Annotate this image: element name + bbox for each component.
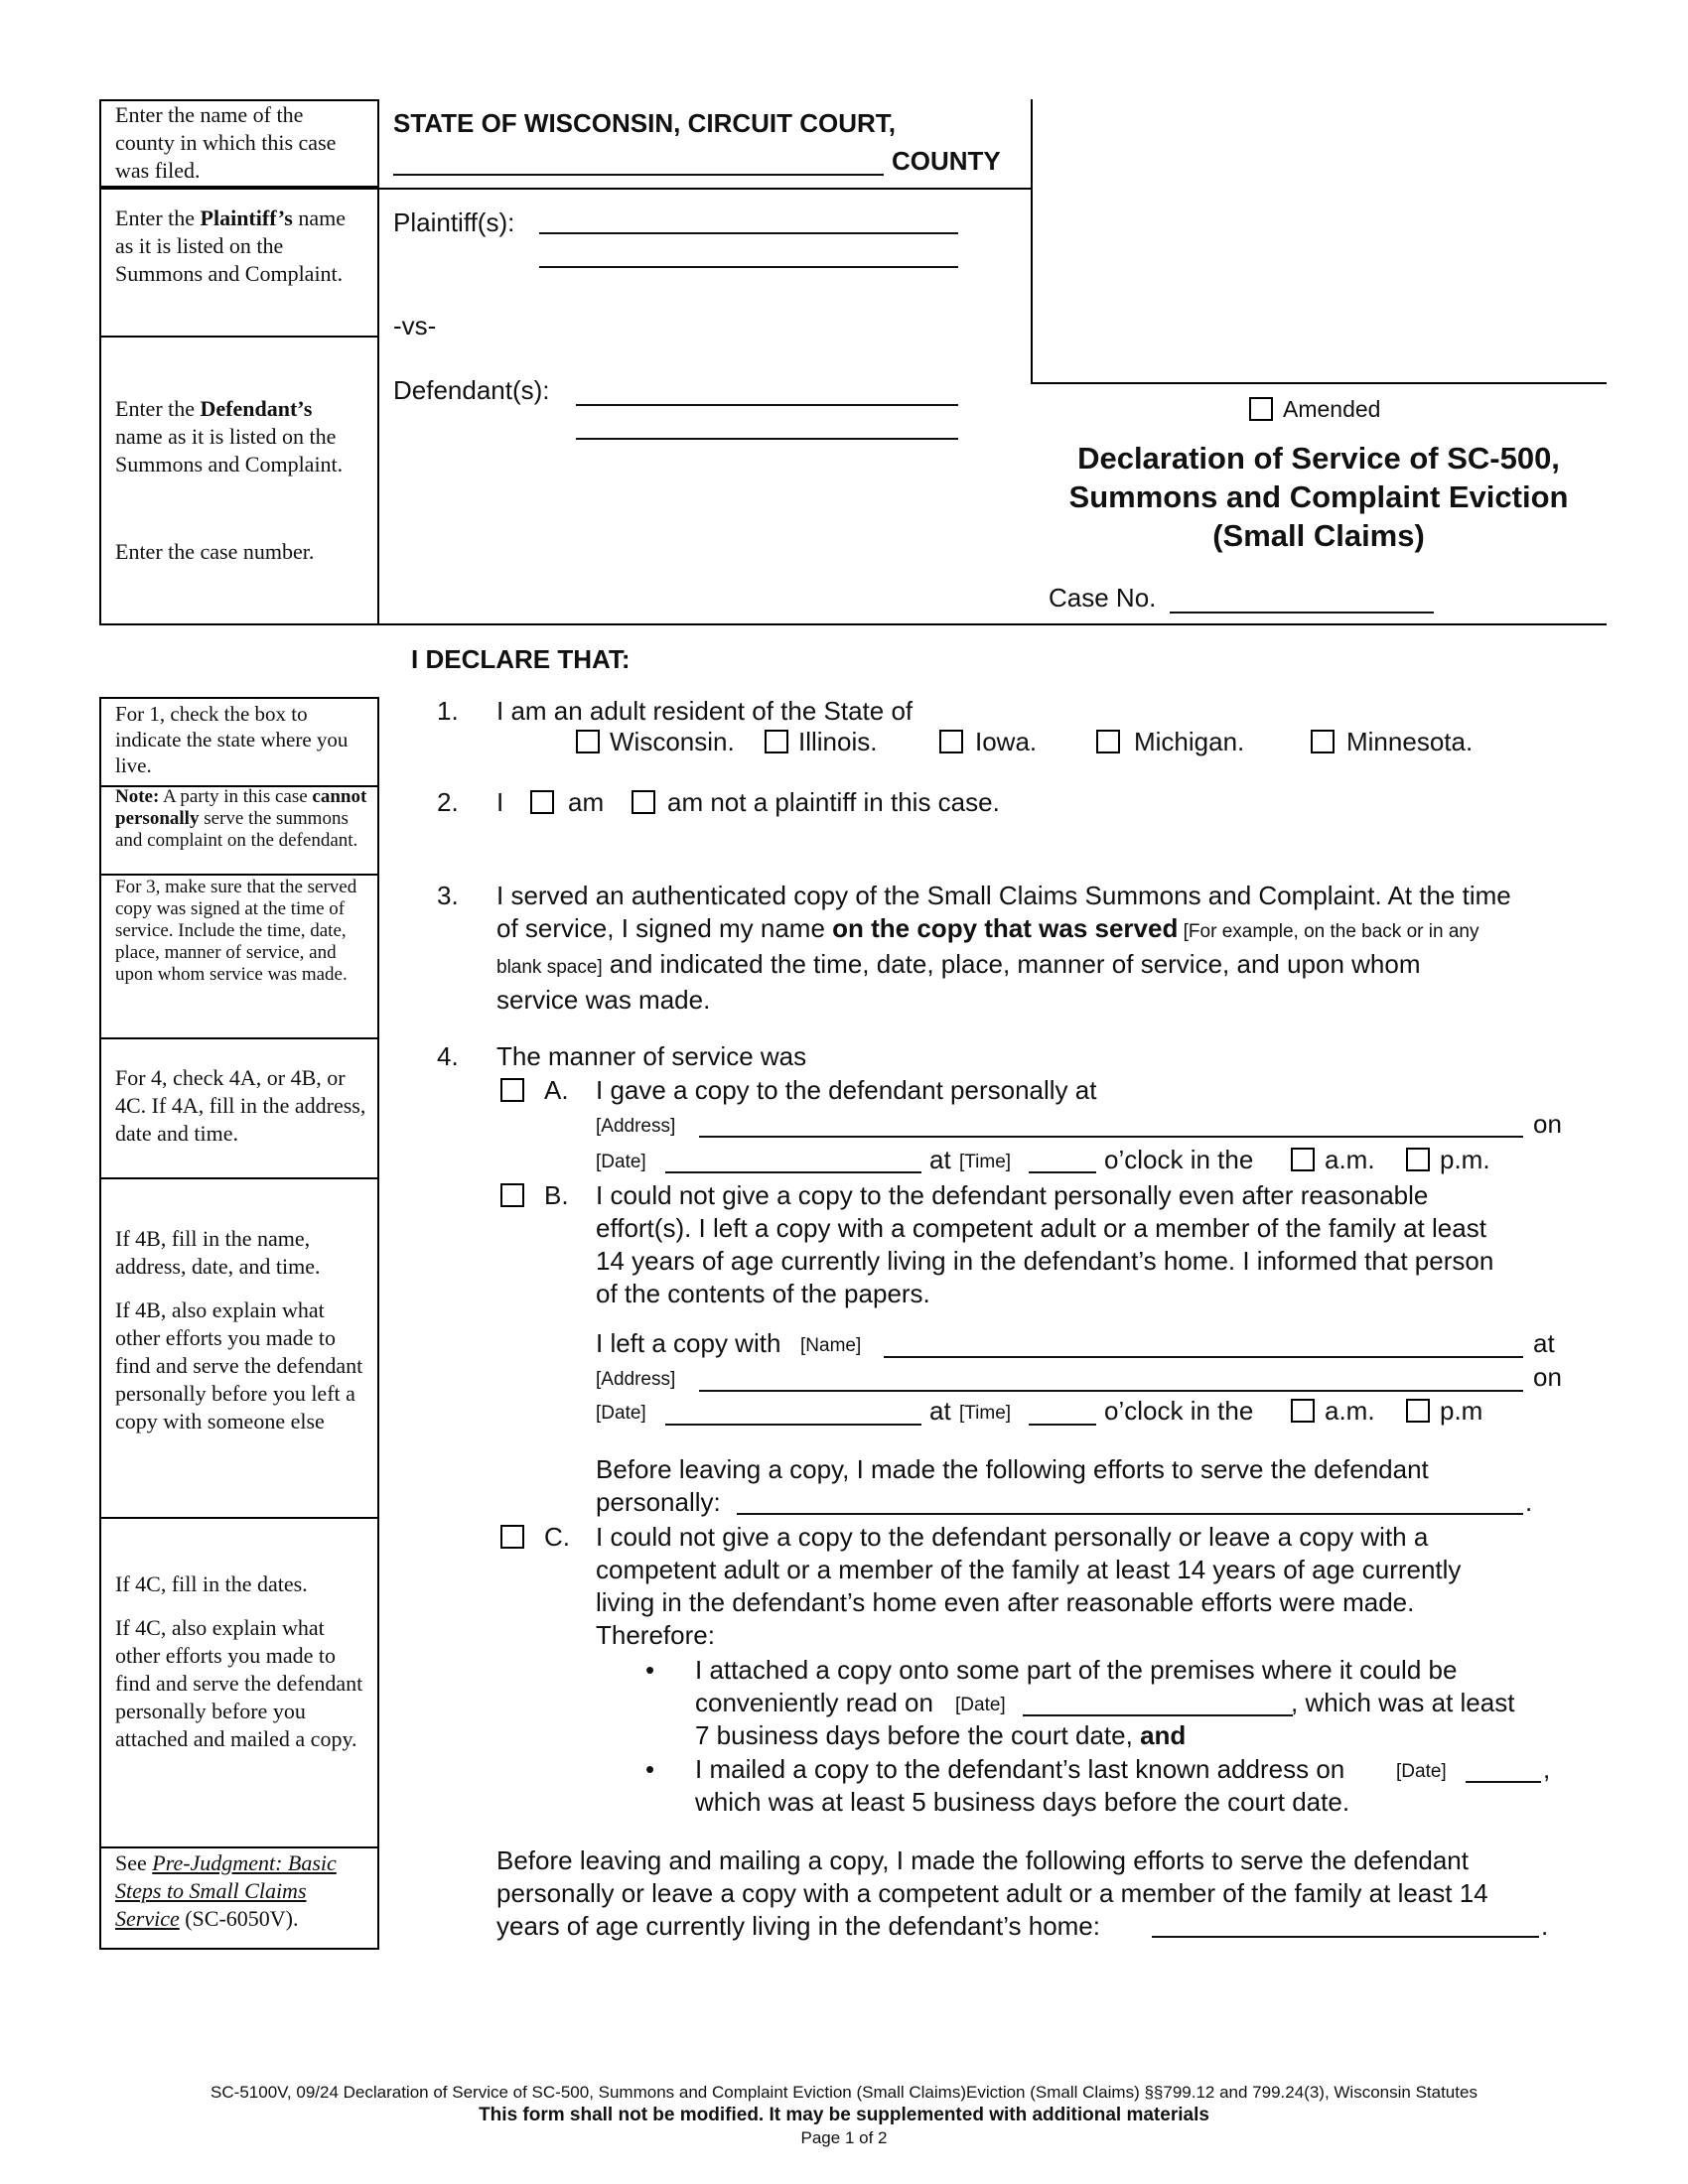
- see-reference: [115, 1849, 373, 1933]
- a-at-label: at: [929, 1145, 951, 1174]
- b-at-label: at: [1533, 1328, 1555, 1358]
- b-date-line[interactable]: [665, 1424, 921, 1426]
- bullet-2-comma: ,: [1543, 1754, 1551, 1784]
- note-2: [115, 786, 373, 852]
- footer-form-id: SC-5100V, 09/24 Declaration of Service of SC-500, Summons and Complaint Eviction (Small Claims)Eviction (Small Claims) §§799.12 and 799.24(3), Wisconsin Statutes: [211, 2083, 1477, 2102]
- item-2-number: 2.: [437, 787, 459, 817]
- case-no-input-line[interactable]: [1170, 612, 1434, 614]
- bullet-1-line-3: [695, 1719, 1186, 1752]
- defendant-note-pre: Enter the: [115, 396, 201, 421]
- b-name-line[interactable]: [884, 1356, 1523, 1358]
- note-4: For 4, check 4A, or 4B, or 4C. If 4A, fill in the address, date and time.: [115, 1065, 366, 1146]
- item-2-i: I: [496, 787, 504, 817]
- court-line: STATE OF WISCONSIN, CIRCUIT COURT,: [393, 108, 897, 138]
- b-pm-checkbox[interactable]: [1406, 1399, 1430, 1423]
- b-line-1: I could not give a copy to the defendant personally even after reasonable: [596, 1180, 1429, 1210]
- state-minnesota-label: Minnesota.: [1346, 727, 1474, 756]
- county-label: COUNTY: [892, 146, 1001, 176]
- note-2-bold-2: cannot personally: [115, 786, 367, 829]
- state-illinois-label: Illinois.: [798, 727, 878, 756]
- b-date-label: [Date]: [596, 1403, 646, 1424]
- divider: [99, 1846, 379, 1848]
- divider: [99, 188, 1031, 190]
- note-2-text: A party in this case: [159, 786, 313, 807]
- item-3-line-2: [496, 912, 1609, 948]
- state-minnesota-checkbox[interactable]: [1311, 730, 1335, 753]
- defendant-label: Defendant(s):: [393, 375, 550, 405]
- vs-label: -vs-: [393, 311, 437, 341]
- page-number: Page 1 of 2: [800, 2128, 888, 2147]
- a-time-label: [Time]: [959, 1152, 1012, 1172]
- amended-checkbox[interactable]: [1249, 397, 1273, 421]
- bullet-1-line-2-a: conveniently read on: [695, 1688, 933, 1717]
- form-title-line-2: Summons and Complaint Eviction: [1068, 479, 1569, 514]
- note-3: For 3, make sure that the served copy was signed at the time of service. Include the time, date, place, manner of service, and upon whom service was made.: [115, 877, 357, 985]
- state-illinois-checkbox[interactable]: [765, 730, 788, 753]
- bullet-1-and: and: [1140, 1720, 1187, 1750]
- c-line-3: living in the defendant’s home even after reasonable efforts were made.: [596, 1587, 1415, 1617]
- a-am-checkbox[interactable]: [1291, 1148, 1315, 1171]
- item-3-line-2-bold: on the copy that was served: [832, 913, 1179, 943]
- bullet-2-line-1: I mailed a copy to the defendant’s last known address on: [695, 1754, 1345, 1784]
- note-1: For 1, check the box to indicate the state where you live.: [115, 702, 349, 777]
- b-am-checkbox[interactable]: [1291, 1399, 1315, 1423]
- plaintiff-note: [115, 205, 353, 288]
- item-3-line-4: service was made.: [496, 985, 711, 1015]
- option-a-text: I gave a copy to the defendant personally at: [596, 1075, 1097, 1105]
- item-3-line-3-small: blank space]: [496, 957, 603, 978]
- defendant-input-line-1[interactable]: [576, 404, 958, 406]
- defendant-note-post: name as it is listed on the Summons and Complaint.: [115, 424, 344, 477]
- divider: [99, 1177, 379, 1179]
- bullet-2-date-line[interactable]: [1466, 1781, 1541, 1783]
- item-3-line-2-a: of service, I signed my name: [496, 913, 833, 943]
- footer-notice: This form shall not be modified. It may be supplemented with additional materials: [479, 2105, 1209, 2125]
- defendant-input-line-2[interactable]: [576, 438, 958, 440]
- amended-label: Amended: [1283, 396, 1381, 422]
- final-period: .: [1541, 1911, 1549, 1941]
- am-label: am: [568, 787, 605, 817]
- note-4c-2: If 4C, also explain what other efforts you made to find and serve the defendant personally before you attached and mailed a copy.: [115, 1615, 363, 1751]
- option-c-label: C.: [544, 1522, 570, 1552]
- b-time-label: [Time]: [959, 1403, 1012, 1424]
- form-title-line-1: Declaration of Service of SC-500,: [1077, 441, 1560, 476]
- option-c-checkbox[interactable]: [500, 1525, 524, 1549]
- see-pre: See: [115, 1850, 153, 1875]
- plaintiff-note-pre: Enter the: [115, 205, 201, 230]
- final-efforts-line[interactable]: [1152, 1936, 1539, 1938]
- item-3-line-1: I served an authenticated copy of the Small Claims Summons and Complaint. At the time: [496, 881, 1511, 910]
- bullet-2-date-label: [Date]: [1396, 1761, 1447, 1782]
- b-line-4: of the contents of the papers.: [596, 1279, 930, 1308]
- b-name-label: [Name]: [800, 1335, 862, 1356]
- case-no-label: Case No.: [1049, 583, 1157, 613]
- bullet-1-line-1: I attached a copy onto some part of the premises where it could be: [695, 1655, 1458, 1685]
- case-number-note: Enter the case number.: [115, 539, 315, 564]
- option-b-checkbox[interactable]: [500, 1183, 524, 1207]
- divider: [99, 874, 379, 876]
- bullet-1-line-2-b: , which was at least: [1291, 1688, 1515, 1717]
- item-4-text: The manner of service was: [496, 1041, 807, 1071]
- final-line-3: years of age currently living in the defendant’s home:: [496, 1911, 1100, 1941]
- item-3-number: 3.: [437, 881, 459, 910]
- b-at-time-label: at: [929, 1396, 951, 1426]
- note-4c-1: If 4C, fill in the dates.: [115, 1571, 308, 1596]
- item-1-text: I am an adult resident of the State of: [496, 696, 914, 726]
- note-2-bold: Note:: [115, 786, 160, 807]
- a-date-label: [Date]: [596, 1152, 646, 1172]
- b-line-3: 14 years of age currently living in the defendant’s home. I informed that person: [596, 1246, 1494, 1276]
- a-date-line[interactable]: [665, 1171, 921, 1173]
- note-4b-1: If 4B, fill in the name, address, date, and time.: [115, 1226, 321, 1279]
- see-post: (SC-6050V).: [179, 1906, 299, 1931]
- state-iowa-label: Iowa.: [975, 727, 1038, 756]
- b-pm-label: p.m: [1440, 1396, 1483, 1426]
- note-2-text-2: serve the summons and complaint on the defendant.: [115, 808, 358, 851]
- plaintiff-input-line-2[interactable]: [539, 266, 958, 268]
- divider: [377, 623, 1607, 625]
- item-4-number: 4.: [437, 1041, 459, 1071]
- bullet-1-date-line[interactable]: [1023, 1714, 1293, 1716]
- b-address-label: [Address]: [596, 1369, 676, 1390]
- option-b-label: B.: [544, 1180, 569, 1210]
- am-not-plaintiff-checkbox[interactable]: [632, 790, 655, 814]
- b-am-label: a.m.: [1325, 1396, 1375, 1426]
- bullet-1-date-label: [Date]: [955, 1695, 1006, 1715]
- item-1-number: 1.: [437, 696, 459, 726]
- am-plaintiff-checkbox[interactable]: [530, 790, 554, 814]
- a-on-label: on: [1533, 1109, 1562, 1139]
- option-a-checkbox[interactable]: [500, 1078, 524, 1102]
- plaintiff-note-post: name as it is listed on the Summons and Complaint.: [115, 205, 346, 286]
- a-am-label: a.m.: [1325, 1145, 1375, 1174]
- form-title: [1031, 439, 1607, 555]
- item-3-text: [496, 880, 1609, 1017]
- divider: [99, 1037, 379, 1039]
- a-oclock-label: o’clock in the: [1104, 1145, 1254, 1174]
- defendant-note: [115, 395, 353, 478]
- option-b-text: [596, 1179, 1609, 1310]
- c-line-2: competent adult or a member of the family at least 14 years of age currently: [596, 1555, 1462, 1584]
- bullet-1-dot: •: [645, 1655, 655, 1685]
- item-3-line-3-rest: and indicated the time, date, place, manner of service, and upon whom: [602, 949, 1421, 979]
- a-pm-checkbox[interactable]: [1406, 1148, 1430, 1171]
- state-michigan-label: Michigan.: [1134, 727, 1245, 756]
- a-address-line[interactable]: [699, 1136, 1523, 1138]
- b-efforts-period: .: [1525, 1487, 1533, 1517]
- defendant-note-bold: Defendant’s: [200, 396, 313, 421]
- b-oclock-label: o’clock in the: [1104, 1396, 1254, 1426]
- b-left-copy-label: I left a copy with: [596, 1328, 781, 1358]
- form-title-line-3: (Small Claims): [1212, 518, 1425, 553]
- plaintiff-label: Plaintiff(s):: [393, 207, 515, 237]
- option-a-label: A.: [544, 1075, 569, 1105]
- c-line-4: Therefore:: [596, 1620, 715, 1650]
- state-wisconsin-checkbox[interactable]: [576, 730, 600, 753]
- a-time-line[interactable]: [1029, 1171, 1096, 1173]
- state-wisconsin-label: Wisconsin.: [610, 727, 735, 756]
- final-paragraph: [496, 1844, 1609, 1943]
- bullet-1-line-3-a: 7 business days before the court date,: [695, 1720, 1141, 1750]
- c-line-1: I could not give a copy to the defendant personally or leave a copy with a: [596, 1522, 1429, 1552]
- a-address-label: [Address]: [596, 1116, 676, 1137]
- item-3-line-3: [496, 948, 1609, 984]
- note-4b-2: If 4B, also explain what other efforts you made to find and serve the defendant personally before you left a copy with someone else: [115, 1297, 363, 1433]
- divider: [99, 1517, 379, 1519]
- divider: [1031, 382, 1607, 384]
- final-line-2: personally or leave a copy with a competent adult or a member of the family at least 14: [496, 1878, 1488, 1908]
- plaintiff-input-line-1[interactable]: [539, 232, 958, 234]
- b-before-line-1: Before leaving a copy, I made the following efforts to serve the defendant: [596, 1454, 1429, 1484]
- b-time-line[interactable]: [1029, 1424, 1096, 1426]
- option-c-text: [596, 1521, 1609, 1652]
- divider: [99, 336, 379, 338]
- county-input-line[interactable]: [393, 174, 884, 176]
- b-address-line[interactable]: [699, 1390, 1523, 1392]
- see-link[interactable]: Pre-Judgment: Basic Steps to Small Claims Service: [115, 1850, 337, 1931]
- divider: [1031, 99, 1033, 383]
- b-efforts-line[interactable]: [737, 1513, 1523, 1515]
- a-pm-label: p.m.: [1440, 1145, 1490, 1174]
- state-michigan-checkbox[interactable]: [1096, 730, 1120, 753]
- b-on-label: on: [1533, 1362, 1562, 1392]
- item-3-line-2-small: [For example, on the back or in any: [1178, 921, 1479, 942]
- bullet-2-dot: •: [645, 1754, 655, 1784]
- am-not-label: am not a plaintiff in this case.: [667, 787, 1000, 817]
- state-iowa-checkbox[interactable]: [939, 730, 963, 753]
- b-before-line-2: personally:: [596, 1487, 721, 1517]
- b-line-2: effort(s). I left a copy with a competent adult or a member of the family at least: [596, 1213, 1486, 1243]
- declare-heading: I DECLARE THAT:: [411, 644, 631, 674]
- bullet-2-line-2: which was at least 5 business days before the court date.: [695, 1787, 1350, 1817]
- final-line-1: Before leaving and mailing a copy, I made the following efforts to serve the defendant: [496, 1845, 1469, 1875]
- plaintiff-note-bold: Plaintiff’s: [200, 205, 293, 230]
- county-note: Enter the name of the county in which this case was filed.: [115, 102, 337, 183]
